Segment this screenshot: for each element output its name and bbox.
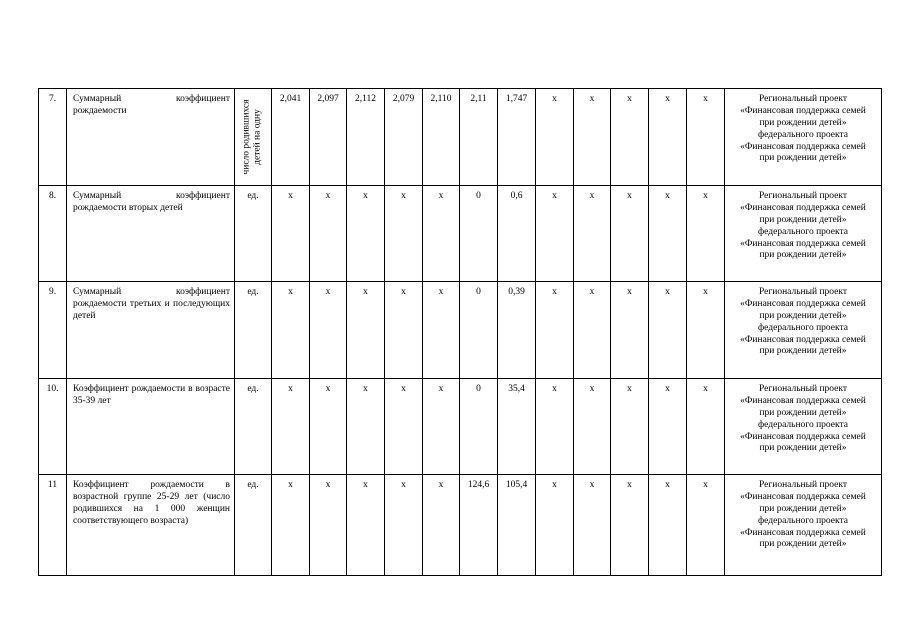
project-line: «Финансовая поддержка семей	[740, 141, 866, 152]
table-row	[39, 379, 882, 475]
project-line: «Финансовая поддержка семей	[740, 238, 866, 249]
value-cell: 35,4	[498, 379, 536, 475]
unit-cell: ед.	[235, 379, 272, 475]
project-cell	[725, 379, 882, 475]
project-line: «Финансовая поддержка семей	[740, 395, 866, 406]
row-number: 7.	[39, 89, 67, 186]
value-cell: x	[611, 89, 649, 186]
project-line: при рождении детей»	[759, 503, 847, 514]
project-line: «Финансовая поддержка семей	[740, 527, 866, 538]
table-row	[39, 475, 882, 576]
value-cell: 2,097	[310, 89, 347, 186]
project-line: «Финансовая поддержка семей	[740, 334, 866, 345]
unit-cell: ед.	[235, 186, 272, 282]
value-cell: x	[649, 475, 687, 576]
project-cell	[725, 186, 882, 282]
value-cell: 0,39	[498, 282, 536, 379]
row-number: 9.	[39, 282, 67, 379]
value-cell: 1,747	[498, 89, 536, 186]
value-cell: x	[347, 379, 385, 475]
value-cell: x	[687, 282, 725, 379]
value-cell: 2,079	[385, 89, 423, 186]
project-line: при рождении детей»	[759, 310, 847, 321]
project-line: при рождении детей»	[759, 539, 847, 550]
value-cell: x	[272, 282, 310, 379]
indicator-name: Суммарный коэффициент рождаемости вторых детей	[67, 186, 235, 282]
value-cell: x	[536, 89, 574, 186]
value-cell: 2,110	[423, 89, 460, 186]
value-cell: x	[310, 282, 347, 379]
project-line: «Финансовая поддержка семей	[740, 491, 866, 502]
unit-cell: ед.	[235, 282, 272, 379]
value-cell: x	[536, 186, 574, 282]
value-cell: x	[272, 475, 310, 576]
value-cell: x	[347, 475, 385, 576]
unit-label: число родившихся детей на одну	[241, 99, 263, 175]
row-number: 8.	[39, 186, 67, 282]
value-cell: x	[687, 379, 725, 475]
value-cell: x	[385, 282, 423, 379]
value-cell: x	[310, 186, 347, 282]
table-row	[39, 186, 882, 282]
value-cell: x	[423, 379, 460, 475]
project-line: при рождении детей»	[759, 443, 847, 454]
value-cell: 0,6	[498, 186, 536, 282]
project-line: «Финансовая поддержка семей	[740, 298, 866, 309]
project-line: федерального проекта	[758, 322, 848, 333]
value-cell: 105,4	[498, 475, 536, 576]
row-number: 11	[39, 475, 67, 576]
value-cell: x	[611, 379, 649, 475]
value-cell: x	[385, 379, 423, 475]
project-line: Региональный проект	[758, 191, 848, 201]
unit-cell: ед.	[235, 475, 272, 576]
project-line: при рождении детей»	[759, 346, 847, 357]
value-cell: 0	[460, 186, 498, 282]
value-cell: x	[536, 475, 574, 576]
project-line: при рождении детей»	[759, 214, 847, 225]
indicator-name: Коэффициент рождаемости в возрастной группе 25-29 лет (число родившихся на 1 000 женщин соответствующего возраста)	[67, 475, 235, 576]
project-line: «Финансовая поддержка семей	[740, 202, 866, 213]
value-cell: x	[272, 186, 310, 282]
value-cell: x	[611, 282, 649, 379]
value-cell: x	[574, 186, 611, 282]
value-cell: x	[649, 89, 687, 186]
indicators-table	[38, 88, 882, 576]
project-line: при рождении детей»	[759, 117, 847, 128]
value-cell: x	[310, 475, 347, 576]
value-cell: 0	[460, 282, 498, 379]
value-cell: x	[687, 89, 725, 186]
value-cell: x	[611, 475, 649, 576]
value-cell: 2,112	[347, 89, 385, 186]
value-cell: x	[536, 282, 574, 379]
value-cell: x	[649, 186, 687, 282]
project-line: при рождении детей»	[759, 153, 847, 164]
value-cell: x	[310, 379, 347, 475]
project-line: Региональный проект	[758, 94, 848, 104]
value-cell: x	[423, 186, 460, 282]
project-cell	[725, 475, 882, 576]
value-cell: x	[611, 186, 649, 282]
value-cell: 124,6	[460, 475, 498, 576]
project-line: федерального проекта	[758, 129, 848, 140]
project-line: Региональный проект	[758, 384, 848, 394]
project-line: федерального проекта	[758, 226, 848, 237]
value-cell: x	[687, 475, 725, 576]
indicator-name: Коэффициент рождаемости в возрасте 35-39 лет	[67, 379, 235, 475]
project-line: Региональный проект	[758, 480, 848, 490]
value-cell: x	[574, 379, 611, 475]
indicator-name: Суммарный коэффициент рождаемости третьих и последующих детей	[67, 282, 235, 379]
table-row	[39, 89, 882, 186]
value-cell: x	[649, 282, 687, 379]
value-cell: x	[574, 282, 611, 379]
value-cell: 2,11	[460, 89, 498, 186]
value-cell: 2,041	[272, 89, 310, 186]
indicator-name: Суммарный коэффициент рождаемости	[67, 89, 235, 186]
project-line: «Финансовая поддержка семей	[740, 105, 866, 116]
project-line: федерального проекта	[758, 515, 848, 526]
value-cell: x	[385, 475, 423, 576]
unit-cell	[235, 89, 272, 186]
value-cell: x	[347, 186, 385, 282]
value-cell: x	[272, 379, 310, 475]
value-cell: x	[423, 282, 460, 379]
project-line: при рождении детей»	[759, 407, 847, 418]
value-cell: x	[687, 186, 725, 282]
value-cell: x	[574, 475, 611, 576]
value-cell: x	[423, 475, 460, 576]
project-line: Региональный проект	[758, 287, 848, 297]
project-line: при рождении детей»	[759, 250, 847, 261]
value-cell: x	[649, 379, 687, 475]
value-cell: x	[347, 282, 385, 379]
value-cell: x	[536, 379, 574, 475]
project-line: федерального проекта	[758, 419, 848, 430]
value-cell: x	[574, 89, 611, 186]
row-number: 10.	[39, 379, 67, 475]
project-line: «Финансовая поддержка семей	[740, 431, 866, 442]
value-cell: 0	[460, 379, 498, 475]
value-cell: x	[385, 186, 423, 282]
table-row	[39, 282, 882, 379]
project-cell	[725, 282, 882, 379]
project-cell	[725, 89, 882, 186]
